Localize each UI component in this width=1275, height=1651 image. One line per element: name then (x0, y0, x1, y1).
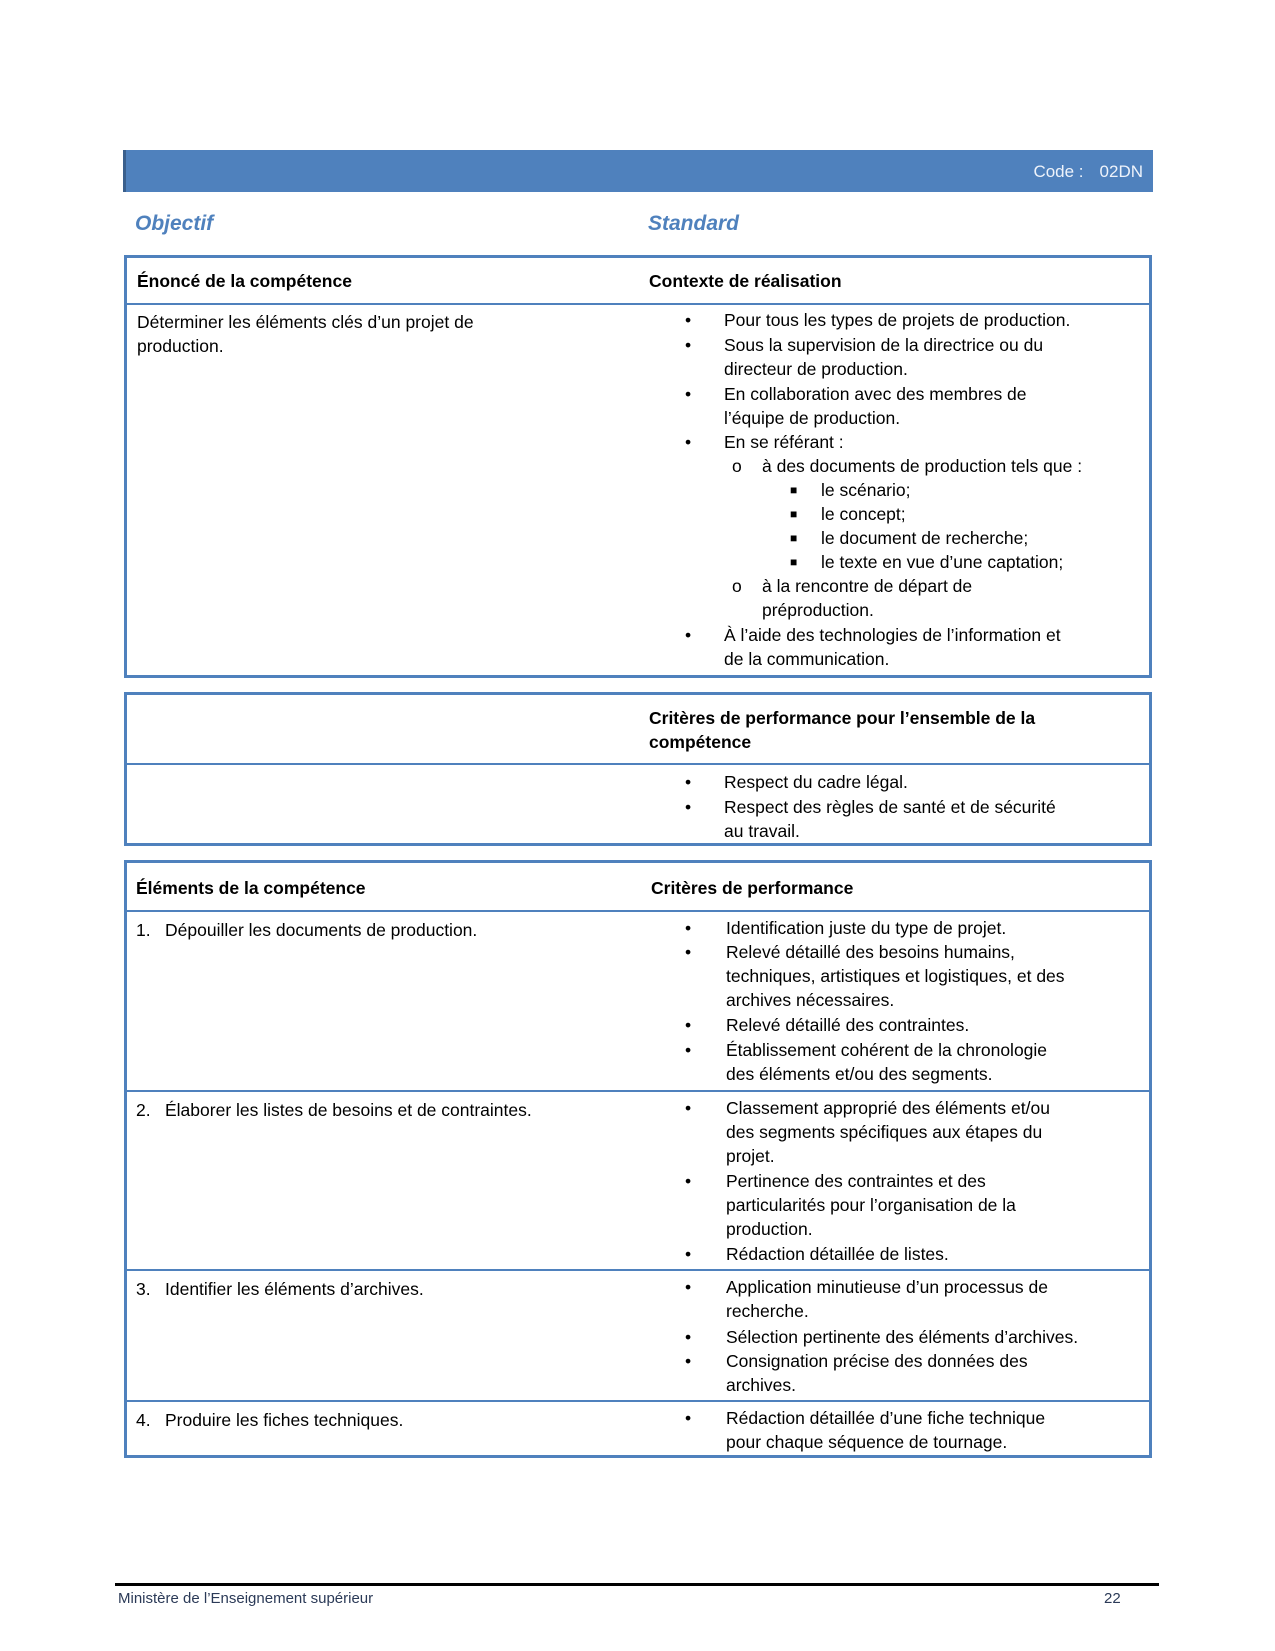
criteria-item-cont: archives nécessaires. (726, 990, 895, 1010)
code-value: 02DN (1099, 162, 1143, 181)
criteria-item-cont: recherche. (726, 1301, 809, 1321)
context-item: À l’aide des technologies de l’information et (724, 625, 1061, 645)
criteria-item: Respect du cadre légal. (724, 772, 908, 792)
bullet-icon: • (685, 942, 692, 962)
bullet-icon: • (685, 1351, 692, 1371)
criteria-item-cont: des segments spécifiques aux étapes du (726, 1122, 1043, 1142)
context-item: Pour tous les types de projets de production. (724, 310, 1071, 330)
objectif-title: Objectif (135, 212, 214, 235)
square-bullet-icon: ■ (790, 531, 798, 545)
bullet-icon: • (685, 1408, 692, 1428)
standard-title: Standard (648, 212, 740, 235)
criteria-item: Sélection pertinente des éléments d’archives. (726, 1327, 1079, 1347)
code-label (1033, 162, 1143, 182)
circle-bullet-icon: o (732, 576, 742, 596)
competence-table (124, 255, 1152, 678)
criteria-item-cont: production. (726, 1219, 813, 1239)
criteria-item: Consignation précise des données des (726, 1351, 1028, 1371)
bullet-icon: • (685, 310, 692, 330)
context-subsubitem: le scénario; (821, 480, 911, 500)
divider (127, 303, 1149, 305)
criteria-item: Respect des règles de santé et de sécurité (724, 797, 1056, 817)
bullet-icon: • (685, 1244, 692, 1264)
criteria-item: Relevé détaillé des besoins humains, (726, 942, 1015, 962)
competence-statement-line: production. (137, 336, 224, 356)
context-subitem-cont: préproduction. (762, 600, 874, 620)
divider (127, 763, 1149, 765)
element-label: Identifier les éléments d’archives. (165, 1279, 424, 1299)
context-subsubitem: le document de recherche; (821, 528, 1029, 548)
criteria-item-cont: techniques, artistiques et logistiques, et des (726, 966, 1065, 986)
footer-divider (115, 1583, 1159, 1586)
bullet-icon: • (685, 432, 692, 452)
bullet-icon: • (685, 797, 692, 817)
bullet-icon: • (685, 625, 692, 645)
criteria-item-cont: pour chaque séquence de tournage. (726, 1432, 1008, 1452)
circle-bullet-icon: o (732, 456, 742, 476)
context-subsubitem: le concept; (821, 504, 906, 524)
criteria-item-cont: projet. (726, 1146, 775, 1166)
criteria-item: Établissement cohérent de la chronologie (726, 1040, 1048, 1060)
criteria-item: Application minutieuse d’un processus de (726, 1277, 1048, 1297)
element-label: Dépouiller les documents de production. (165, 920, 478, 940)
elements-table (124, 860, 1152, 1458)
criteria-item-cont: archives. (726, 1375, 797, 1395)
context-header: Contexte de réalisation (649, 271, 842, 291)
bullet-icon: • (685, 384, 692, 404)
element-number: 2. (136, 1100, 151, 1120)
context-subitem: à la rencontre de départ de (762, 576, 973, 596)
bullet-icon: • (685, 1171, 692, 1191)
code-label-text: Code : (1033, 162, 1084, 181)
divider (127, 1400, 1149, 1402)
bullet-icon: • (685, 335, 692, 355)
context-subitem: à des documents de production tels que : (762, 456, 1083, 476)
context-item: En collaboration avec des membres de (724, 384, 1027, 404)
bullet-icon: • (685, 918, 692, 938)
header-banner (123, 150, 1153, 192)
criteria-all-header-cont: compétence (649, 732, 752, 752)
element-number: 1. (136, 920, 151, 940)
criteria-all-table (124, 692, 1152, 846)
bullet-icon: • (685, 1277, 692, 1297)
criteria-item: Rédaction détaillée d’une fiche technique (726, 1408, 1046, 1428)
context-item-cont: de la communication. (724, 649, 890, 669)
divider (127, 1269, 1149, 1271)
competence-statement-line: Déterminer les éléments clés d’un projet de (137, 312, 474, 332)
context-item: En se référant : (724, 432, 844, 452)
bullet-icon: • (685, 1040, 692, 1060)
criteria-item-cont: au travail. (724, 821, 800, 841)
context-subsubitem: le texte en vue d’une captation; (821, 552, 1064, 572)
criteria-item-cont: des éléments et/ou des segments. (726, 1064, 993, 1084)
criteria-all-header: Critères de performance pour l’ensemble de la (649, 708, 1036, 728)
criteria-item: Rédaction détaillée de listes. (726, 1244, 949, 1264)
bullet-icon: • (685, 1327, 692, 1347)
divider (127, 1090, 1149, 1092)
criteria-item: Pertinence des contraintes et des (726, 1171, 986, 1191)
divider (127, 910, 1149, 912)
footer-ministry: Ministère de l’Enseignement supérieur (118, 1590, 374, 1607)
page-number: 22 (1104, 1590, 1121, 1607)
competence-header: Énoncé de la compétence (137, 271, 352, 291)
context-item-cont: directeur de production. (724, 359, 908, 379)
criteria-item: Relevé détaillé des contraintes. (726, 1015, 970, 1035)
square-bullet-icon: ■ (790, 555, 798, 569)
criteria-item-cont: particularités pour l’organisation de la (726, 1195, 1016, 1215)
criteria-item: Classement approprié des éléments et/ou (726, 1098, 1050, 1118)
bullet-icon: • (685, 1015, 692, 1035)
element-label: Produire les fiches techniques. (165, 1410, 404, 1430)
context-item: Sous la supervision de la directrice ou du (724, 335, 1044, 355)
elements-header: Éléments de la compétence (136, 878, 366, 898)
context-item-cont: l’équipe de production. (724, 408, 901, 428)
element-label: Élaborer les listes de besoins et de contraintes. (165, 1100, 532, 1120)
square-bullet-icon: ■ (790, 483, 798, 497)
bullet-icon: • (685, 1098, 692, 1118)
element-number: 3. (136, 1279, 151, 1299)
performance-header: Critères de performance (651, 878, 854, 898)
criteria-item: Identification juste du type de projet. (726, 918, 1007, 938)
bullet-icon: • (685, 772, 692, 792)
square-bullet-icon: ■ (790, 507, 798, 521)
element-number: 4. (136, 1410, 151, 1430)
